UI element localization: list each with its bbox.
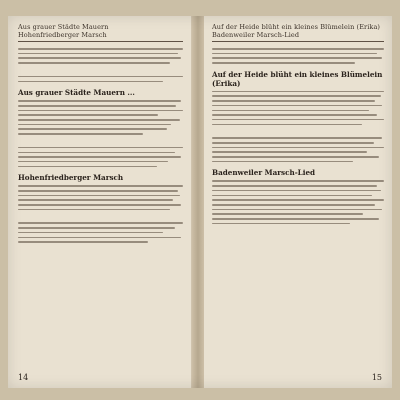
gutter [192,16,204,388]
text-line [18,204,181,206]
text-line [212,95,381,97]
text-line [18,166,157,168]
text-line [212,151,367,153]
left-running-head-line1: Aus grauer Städte Mauern [18,23,109,31]
right-section-title-1: Auf der Heide blüht ein kleines Blümelein (Erika) [212,69,383,88]
text-line [18,156,181,158]
text-line [212,142,374,144]
text-line [212,137,382,139]
text-line [212,156,379,158]
text-line [18,237,181,239]
text-line [18,241,148,243]
text-line [18,114,158,116]
left-section-title-2: Hohenfriedberger Marsch [18,173,124,183]
text-line [212,223,350,225]
text-line [18,195,180,197]
text-line [212,110,369,112]
text-line [18,128,167,130]
text-line [212,124,362,126]
text-line [212,204,375,206]
right-running-head-line1: Auf der Heide blüht ein kleines Blümelein (Erika) [212,23,381,31]
text-line [18,199,173,201]
text-line [18,57,181,59]
right-running-head-line2: Badenweiler Marsch-Lied [212,30,300,39]
text-line [18,222,183,224]
text-line [18,227,175,229]
right-section-title-2: Badenweiler Marsch-Lied [212,168,316,178]
text-line [212,53,377,55]
text-line [212,57,382,59]
text-line [212,48,384,50]
text-line [18,161,168,163]
text-line [18,81,163,83]
text-line [18,124,171,126]
text-line [212,213,363,215]
text-line [18,133,143,135]
text-line [212,114,377,116]
text-line [18,147,183,149]
text-line [212,100,375,102]
right-body [212,180,384,224]
text-line [18,100,181,102]
left-body [18,185,183,243]
text-line [18,110,183,112]
text-line [212,161,353,163]
text-line [18,76,183,78]
right-page-number: 15 [371,373,382,382]
text-line [212,190,381,192]
text-line [212,199,384,201]
text-line [18,119,180,121]
left-body [18,100,183,167]
left-body [18,48,183,82]
left-running-head-line2: Hohenfriedberger Marsch [18,30,107,39]
left-running-head [18,24,183,42]
left-page-number: 14 [18,373,29,382]
text-line [212,218,379,220]
text-line [18,232,163,234]
text-line [212,185,377,187]
left-page [8,16,192,388]
text-line [212,209,382,211]
text-line [18,53,178,55]
text-line [18,62,170,64]
text-line [18,190,178,192]
text-line [18,209,170,211]
text-line [212,91,384,93]
left-section-title-1: Aus grauer Städte Mauern ... [18,88,135,98]
text-line [212,119,384,121]
text-line [18,185,183,187]
text-line [18,48,183,50]
right-running-head [212,24,384,42]
text-line [18,105,176,107]
right-body [212,91,384,163]
text-line [212,195,372,197]
text-line [212,147,384,149]
text-line [212,62,355,64]
right-body [212,48,384,64]
text-line [18,152,175,154]
text-line [212,105,382,107]
right-page [204,16,392,388]
text-line [212,180,384,182]
